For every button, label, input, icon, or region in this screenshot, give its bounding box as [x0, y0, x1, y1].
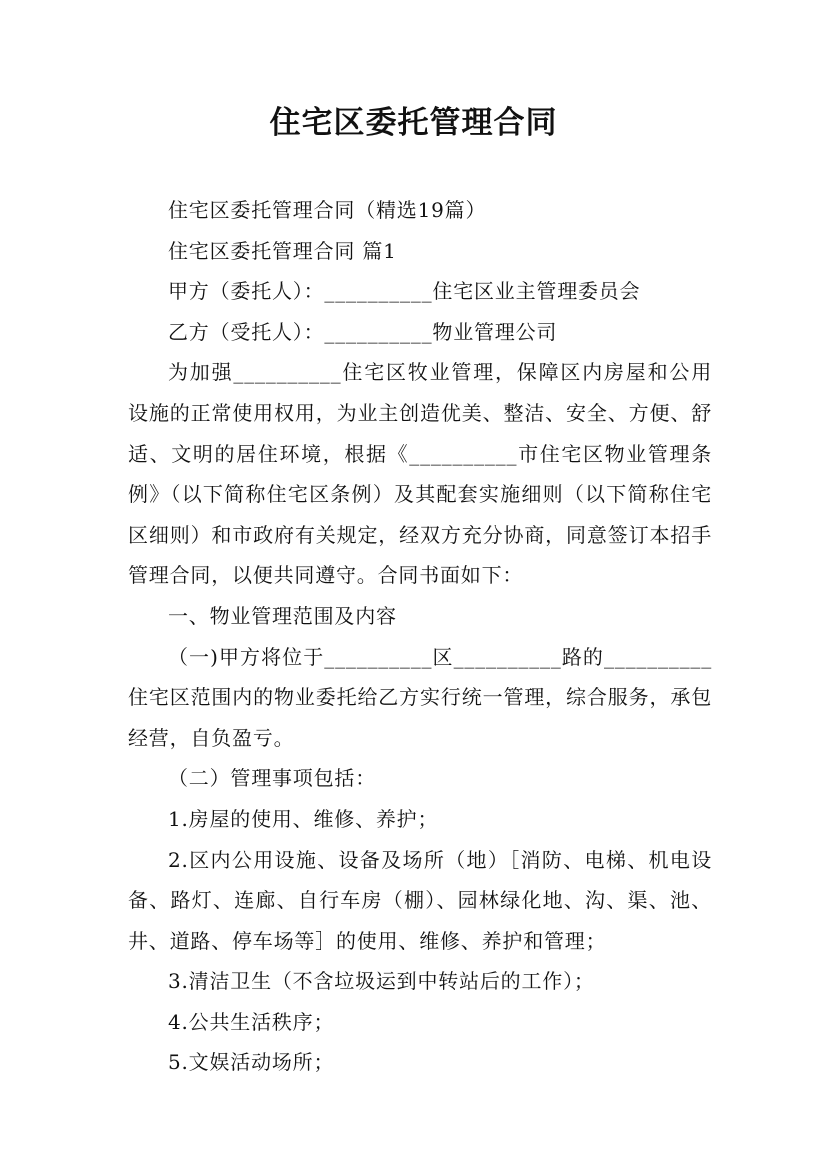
paragraph-article-heading: 住宅区委托管理合同 篇1 [168, 238, 397, 263]
paragraph-preamble: 为加强__________住宅区牧业管理，保障区内房屋和公用设施的正常使用权用，为业主创造优美、整洁、安全、方便、舒适、文明的居住环境，根据《__________市住宅区物业管理条例》（以下简称住宅区条例）及其配套实施细则（以下简称住宅区细则）和市政府有关规定，经双方充分协商，同意签订本招手管理合同，以便共同遵守。合同书面如下： [128, 360, 712, 588]
list-item-5: 5.文娱活动场所； [168, 1050, 335, 1075]
list-item-2: 2.区内公用设施、设备及场所（地）［消防、电梯、机电设备、路灯、连廊、自行车房（棚）、园林绿化地、沟、渠、池、井、道路、停车场等］的使用、维修、养护和管理； [128, 847, 712, 953]
list-item-4: 4.公共生活秩序； [168, 1009, 335, 1034]
section-heading-scope: 一、物业管理范围及内容 [168, 603, 397, 628]
list-item-1: 1.房屋的使用、维修、养护； [168, 806, 439, 831]
document-body [128, 190, 712, 1083]
paragraph-clause-2: （二）管理事项包括： [168, 766, 376, 791]
paragraph-party-a: 甲方（委托人）：__________住宅区业主管理委员会 [168, 279, 641, 304]
document-title: 住宅区委托管理合同 [269, 105, 558, 141]
list-item-3: 3.清洁卫生（不含垃圾运到中转站后的工作）； [168, 969, 595, 994]
paragraph-clause-1: （一)甲方将位于__________区__________路的__________住宅区范围内的物业委托给乙方实行统一管理，综合服务，承包经营，自负盈亏。 [128, 644, 712, 750]
paragraph-subtitle: 住宅区委托管理合同（精选19篇） [168, 198, 487, 222]
paragraph-party-b: 乙方（受托人）：__________物业管理公司 [168, 319, 558, 344]
